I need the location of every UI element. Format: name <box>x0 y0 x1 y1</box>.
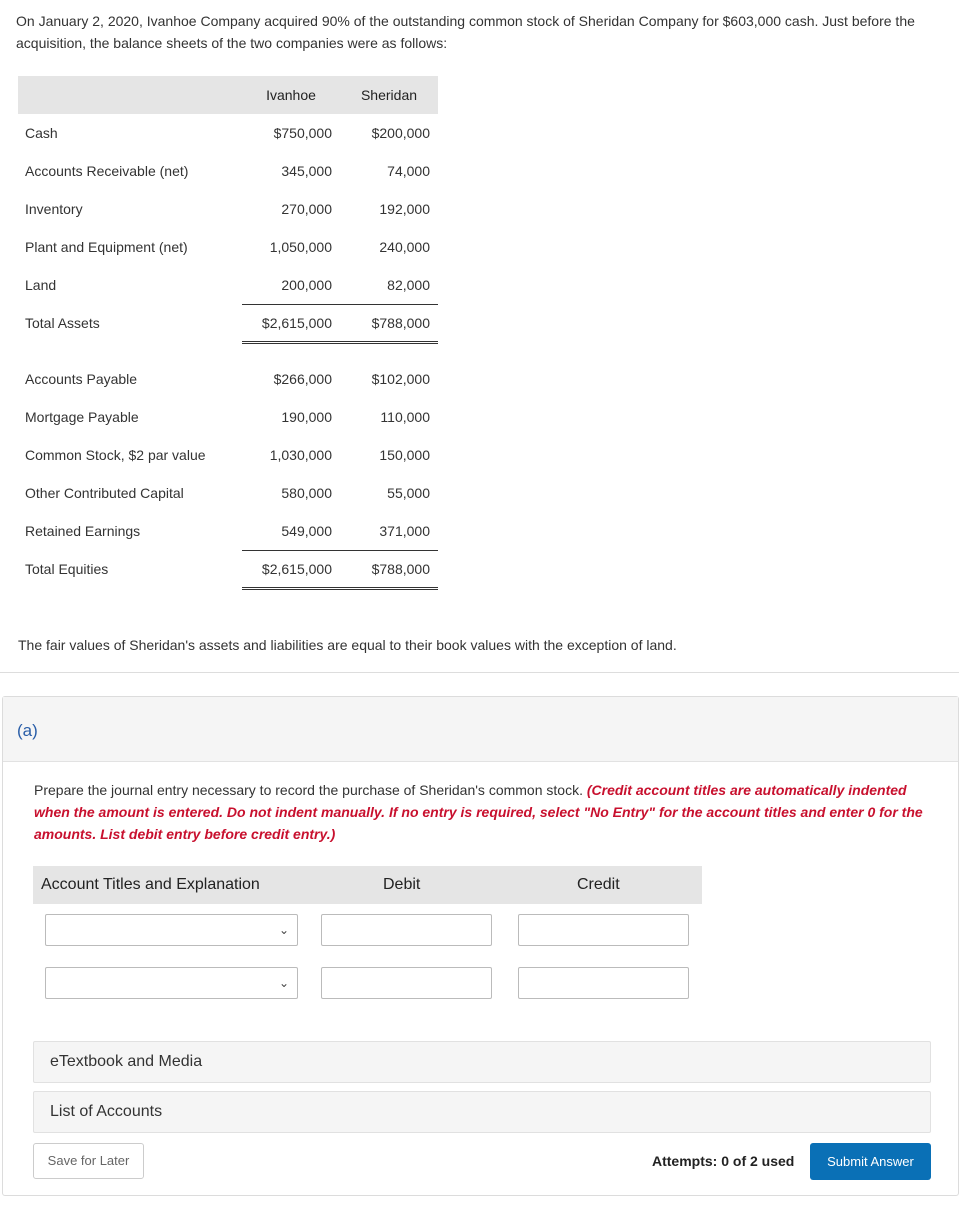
part-label: (a) <box>17 721 38 740</box>
header-ivanhoe: Ivanhoe <box>266 87 316 103</box>
divider <box>0 672 959 673</box>
credit-input[interactable] <box>518 967 689 999</box>
total-assets-row: Total Assets $2,615,000 $788,000 <box>18 304 438 342</box>
balance-sheet-table <box>18 76 438 590</box>
table-row: Other Contributed Capital 580,000 55,000 <box>25 485 430 501</box>
header-sheridan: Sheridan <box>360 87 418 103</box>
table-row: Cash $750,000 $200,000 <box>25 125 430 141</box>
etextbook-link[interactable]: eTextbook and Media <box>33 1041 931 1083</box>
table-row: Accounts Receivable (net) 345,000 74,000 <box>25 163 430 179</box>
instruction-note: (Credit account titles are automatically indented when the amount is entered. Do not indent manually. If no entry is required, select "No Entry" for the account titles and enter 0 for the amounts. List debit entry before credit entry.) <box>34 782 923 842</box>
table-row: Accounts Payable $266,000 $102,000 <box>25 371 430 387</box>
account-select[interactable] <box>45 914 298 946</box>
table-row: Land 200,000 82,000 <box>18 266 438 304</box>
journal-row <box>33 967 702 1001</box>
col-account-header: Account Titles and Explanation <box>41 876 260 893</box>
table-row: Plant and Equipment (net) 1,050,000 240,000 <box>25 239 430 255</box>
credit-input[interactable] <box>518 914 689 946</box>
table-row: Mortgage Payable 190,000 110,000 <box>25 409 430 425</box>
fair-value-note: The fair values of Sheridan's assets and liabilities are equal to their book values with the exception of land. <box>18 637 677 653</box>
attempts-counter: Attempts: 0 of 2 used <box>652 1153 795 1169</box>
save-for-later-button[interactable]: Save for Later <box>33 1143 144 1179</box>
instruction-text: Prepare the journal entry necessary to record the purchase of Sheridan's common stock. <box>34 782 583 798</box>
table-row: Common Stock, $2 par value 1,030,000 150,000 <box>25 447 430 463</box>
journal-header <box>33 866 702 904</box>
account-select[interactable] <box>45 967 298 999</box>
instructions <box>34 779 939 845</box>
problem-intro: On January 2, 2020, Ivanhoe Company acquired 90% of the outstanding common stock of Sheridan Company for $603,000 cash. Just before the acquisition, the balance sheets of the two companies were as follows: <box>16 13 915 51</box>
part-header <box>3 697 958 762</box>
col-credit-header: Credit <box>577 876 620 893</box>
debit-input[interactable] <box>321 914 492 946</box>
col-debit-header: Debit <box>383 876 421 893</box>
submit-answer-button[interactable]: Submit Answer <box>810 1143 931 1180</box>
journal-row <box>33 914 702 948</box>
list-of-accounts-link[interactable]: List of Accounts <box>33 1091 931 1133</box>
chevron-down-icon: ⌄ <box>278 976 289 990</box>
question-part-panel <box>2 696 959 1196</box>
debit-input[interactable] <box>321 967 492 999</box>
table-row: Retained Earnings 549,000 371,000 <box>18 512 438 550</box>
balance-sheet-header <box>18 76 438 114</box>
total-equities-row: Total Equities $2,615,000 $788,000 <box>18 550 438 588</box>
chevron-down-icon: ⌄ <box>278 923 289 937</box>
table-row: Inventory 270,000 192,000 <box>25 201 430 217</box>
